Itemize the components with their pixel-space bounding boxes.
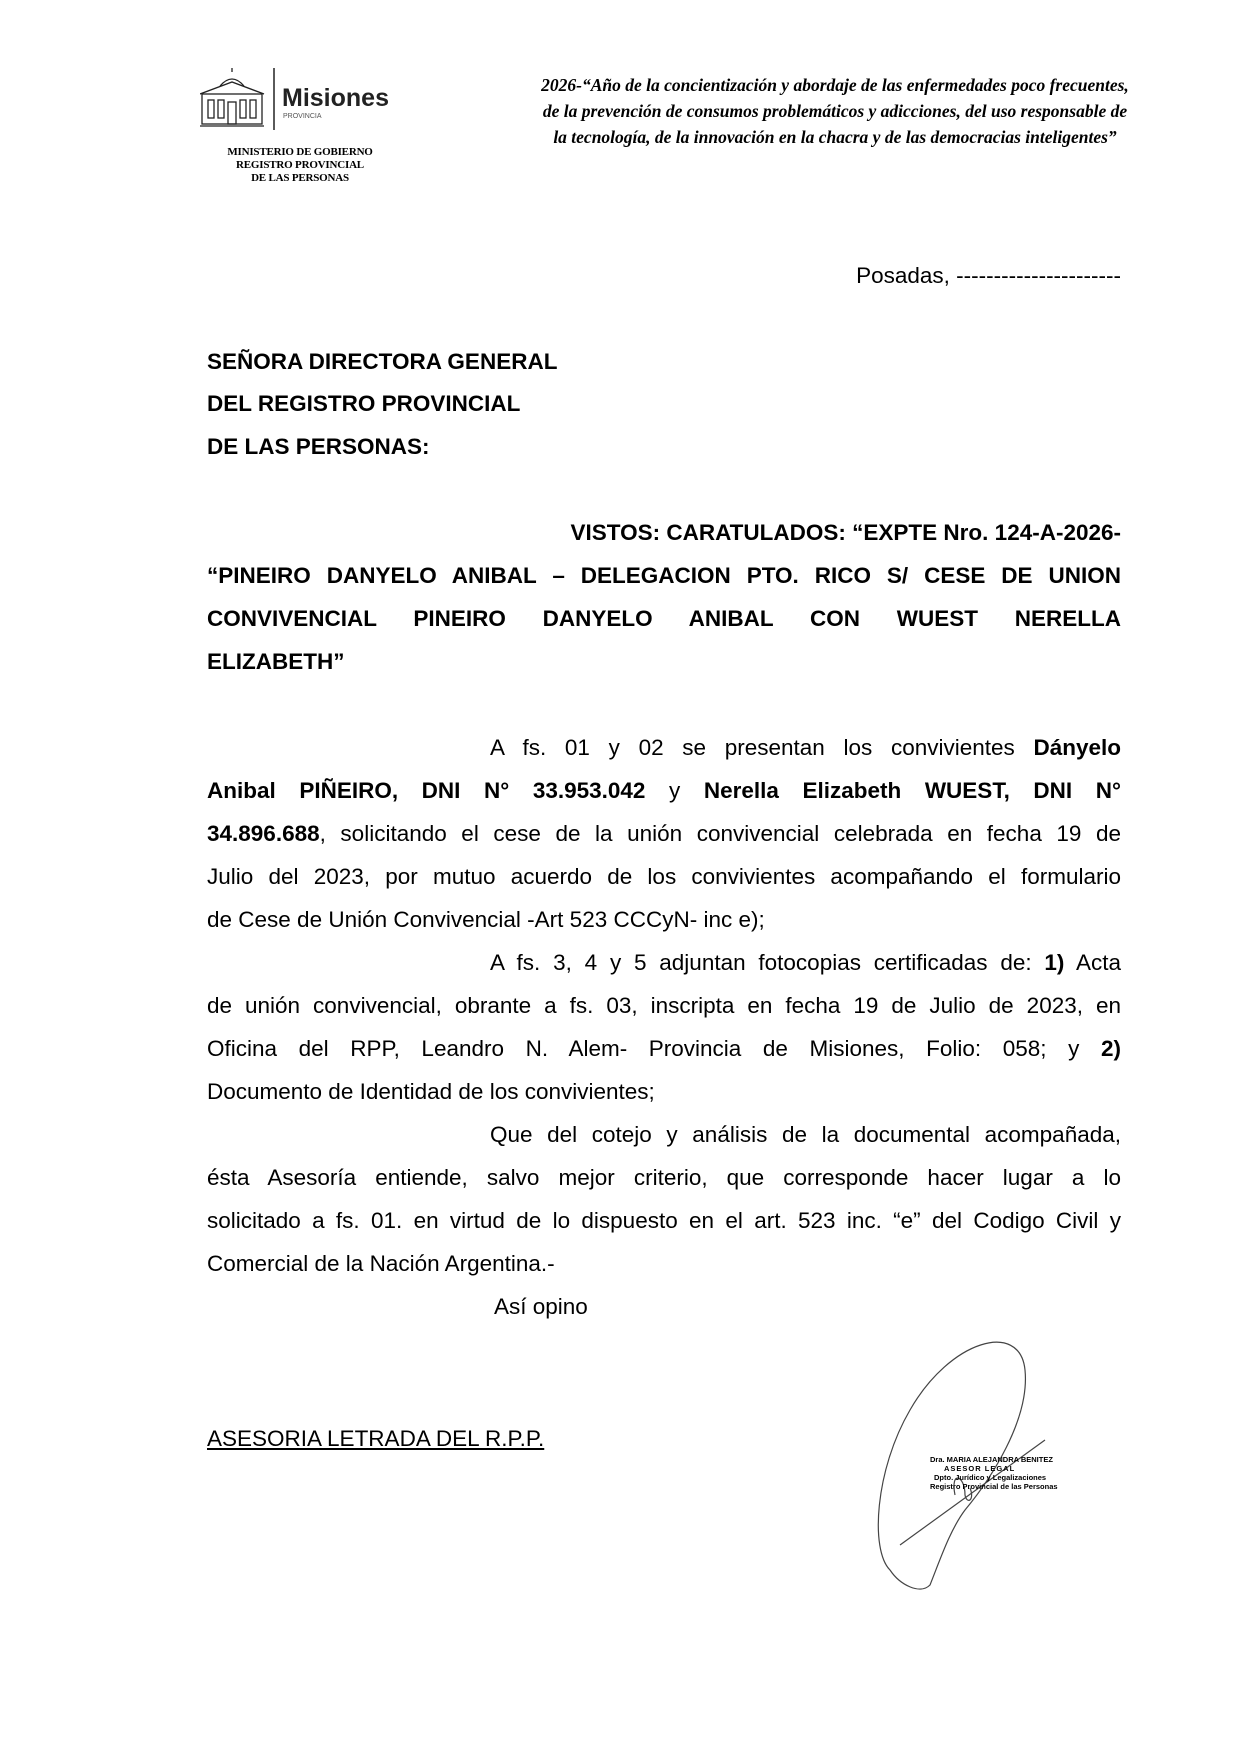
ministry-heading bbox=[200, 146, 400, 185]
text-segment: “PINEIRO DANYELO ANIBAL – DELEGACION PTO. RICO S/ CESE DE UNION bbox=[207, 563, 1121, 588]
text-segment: Dányelo bbox=[1033, 735, 1121, 760]
text-segment: Documento de Identidad de los convivientes; bbox=[207, 1079, 655, 1104]
text-segment: , solicitando el cese de la unión convivencial celebrada en fecha 19 de bbox=[319, 821, 1121, 846]
text-line bbox=[207, 1035, 1121, 1063]
stamp-line: Registro Provincial de las Personas bbox=[930, 1482, 1058, 1491]
text-segment: de unión convivencial, obrante a fs. 03, inscripta en fecha 19 de Julio de 2023, en bbox=[207, 993, 1121, 1018]
ministry-line: MINISTERIO DE GOBIERNO bbox=[227, 146, 373, 158]
text-line bbox=[490, 949, 1121, 977]
motto-line: 2026-“Año de la concientización y abordaje de las enfermedades poco frecuentes, bbox=[541, 75, 1129, 95]
text-segment: Comercial de la Nación Argentina.- bbox=[207, 1251, 555, 1276]
text-line bbox=[207, 262, 1121, 290]
text-line bbox=[490, 734, 1121, 762]
text-segment: de Cese de Unión Convivencial -Art 523 CCCyN- inc e); bbox=[207, 907, 765, 932]
text-line bbox=[207, 648, 1121, 676]
text-segment: CONVIVENCIAL PINEIRO DANYELO ANIBAL CON WUEST NERELLA bbox=[207, 606, 1121, 631]
text-segment: DE LAS PERSONAS: bbox=[207, 434, 430, 459]
text-segment: SEÑORA DIRECTORA GENERAL bbox=[207, 349, 558, 374]
text-line bbox=[207, 906, 1121, 934]
text-line bbox=[207, 1250, 1121, 1278]
text-line bbox=[207, 1164, 1121, 1192]
text-line bbox=[207, 992, 1121, 1020]
text-segment: VISTOS: CARATULADOS: “EXPTE Nro. 124-A-2026- bbox=[570, 520, 1121, 545]
stamp-line: ASESOR LEGAL bbox=[944, 1464, 1016, 1473]
ministry-line: DE LAS PERSONAS bbox=[251, 172, 349, 184]
text-line bbox=[207, 820, 1121, 848]
text-line bbox=[207, 777, 1121, 805]
text-line bbox=[207, 1078, 1121, 1106]
text-line bbox=[207, 390, 1121, 418]
text-segment: DEL REGISTRO PROVINCIAL bbox=[207, 391, 521, 416]
motto-line: de la prevención de consumos problemáticos y adicciones, del uso responsable de bbox=[542, 101, 1128, 121]
text-segment: A fs. 01 y 02 se presentan los convivientes bbox=[490, 735, 1034, 760]
text-segment: Posadas, ---------------------- bbox=[856, 263, 1121, 288]
text-segment: 2) bbox=[1100, 1036, 1121, 1061]
text-segment: Anibal PIÑEIRO, DNI N° 33.953.042 bbox=[207, 778, 646, 803]
text-segment: Julio del 2023, por mutuo acuerdo de los convivientes acompañando el formulario bbox=[207, 864, 1121, 889]
text-line bbox=[207, 863, 1121, 891]
text-line bbox=[490, 1121, 1121, 1149]
text-line bbox=[207, 348, 1121, 376]
text-segment: Así opino bbox=[494, 1294, 588, 1319]
ministry-line: REGISTRO PROVINCIAL bbox=[236, 159, 364, 171]
logo-text: Misiones bbox=[282, 84, 389, 112]
text-segment: Acta bbox=[1064, 950, 1121, 975]
text-segment: A fs. 3, 4 y 5 adjuntan fotocopias certificadas de: bbox=[490, 950, 1045, 975]
text-line bbox=[207, 605, 1121, 633]
text-segment: Que del cotejo y análisis de la documental acompañada, bbox=[490, 1122, 1121, 1147]
text-segment: Oficina del RPP, Leandro N. Alem- Provincia de Misiones, Folio: 058; y bbox=[207, 1036, 1101, 1061]
text-segment: y bbox=[645, 778, 704, 803]
stamp-line: Dpto. Jurídico y Legalizaciones bbox=[934, 1473, 1047, 1482]
text-segment: ELIZABETH” bbox=[207, 649, 345, 674]
text-segment: 1) bbox=[1044, 950, 1065, 975]
text-line bbox=[494, 1293, 1241, 1321]
text-line bbox=[207, 562, 1121, 590]
text-segment: solicitado a fs. 01. en virtud de lo dispuesto en el art. 523 inc. “e” del Codigo Civil y bbox=[207, 1208, 1121, 1233]
motto-line: la tecnología, de la innovación en la chacra y de las democracias inteligentes” bbox=[553, 127, 1117, 147]
text-line bbox=[207, 433, 1121, 461]
text-segment: 34.896.688 bbox=[207, 821, 320, 846]
text-segment: Nerella Elizabeth WUEST, DNI N° bbox=[703, 778, 1121, 803]
stamp-line: Dra. MARIA ALEJANDRA BENITEZ bbox=[930, 1455, 1053, 1464]
text-segment: ésta Asesoría entiende, salvo mejor criterio, que corresponde hacer lugar a lo bbox=[207, 1165, 1121, 1190]
signature-stamp bbox=[930, 1455, 1070, 1491]
logo-subtext: PROVINCIA bbox=[283, 113, 322, 120]
misiones-logo bbox=[200, 68, 410, 130]
text-line bbox=[207, 1207, 1121, 1235]
text-line bbox=[207, 519, 1121, 547]
text-segment: ASESORIA LETRADA DEL R.P.P. bbox=[207, 1426, 545, 1451]
year-motto bbox=[470, 72, 1200, 150]
